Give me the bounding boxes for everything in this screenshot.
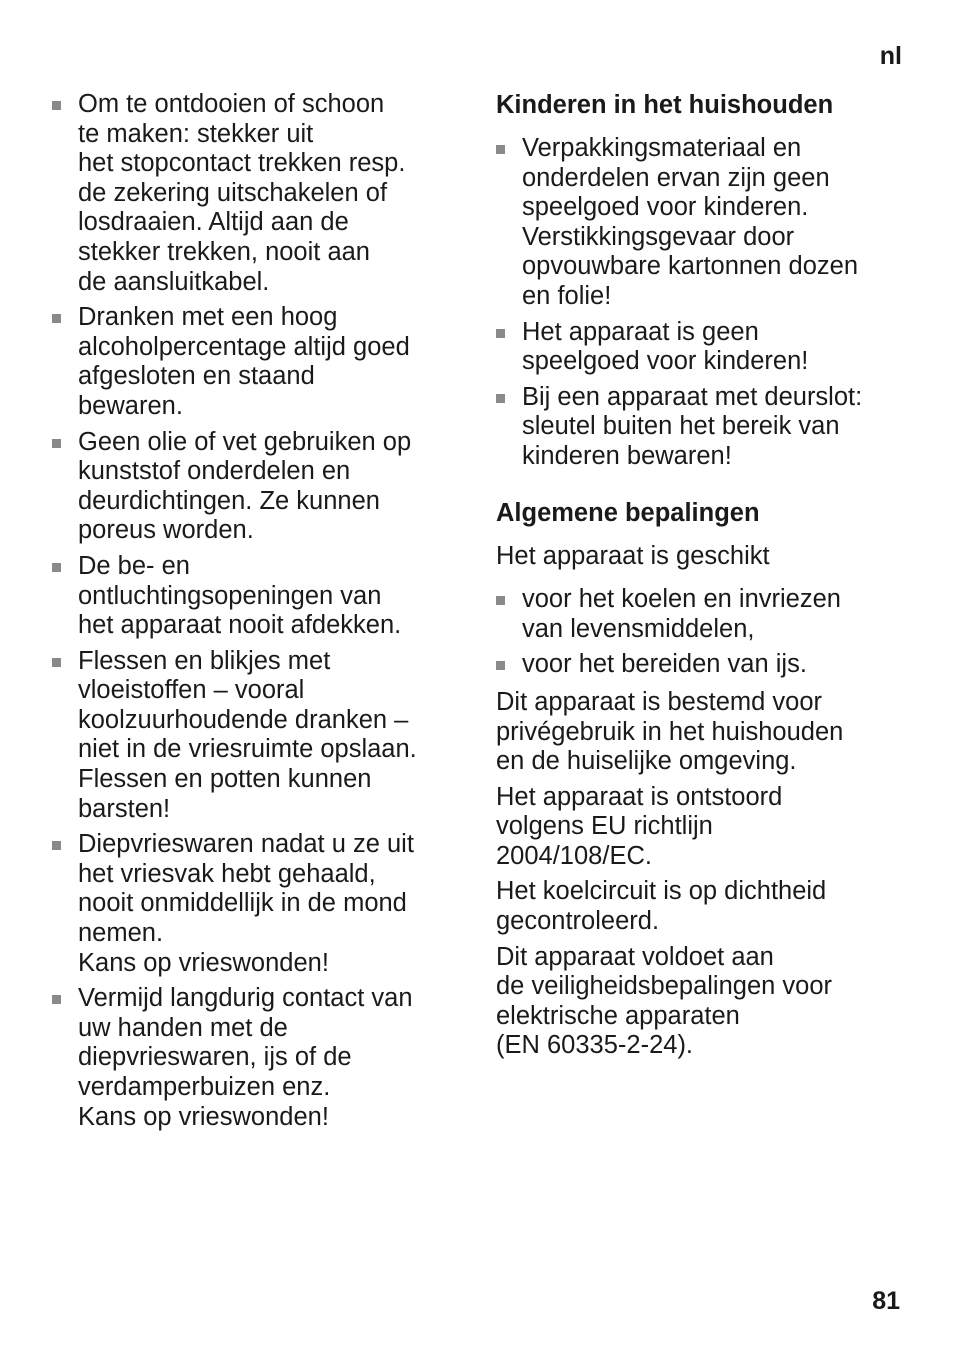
children-heading: Kinderen in het huishouden xyxy=(496,91,834,119)
right-column xyxy=(496,90,906,1067)
square-bullet-icon xyxy=(496,394,505,403)
list-item xyxy=(496,650,906,680)
square-bullet-icon xyxy=(52,563,61,572)
square-bullet-icon xyxy=(52,995,61,1004)
left-column xyxy=(52,90,457,1138)
list-item-text: Verpakkingsmateriaal en onderdelen ervan zijn geen speelgoed voor kinderen. Verstikkingsgevaar door opvouwbare kartonnen dozen en folie! xyxy=(522,134,858,310)
list-item-text: De be- en ontluchtingsopeningen van het apparaat nooit afdekken. xyxy=(78,551,402,640)
language-code: nl xyxy=(879,42,902,70)
square-bullet-icon xyxy=(52,841,61,850)
list-item-text: Om te ontdooien of schoon te maken: stekker uit het stopcontact trekken resp. de zekering uitschakelen of losdraaien. Altijd aan de stekker trekken, nooit aan de aansluitkabel. xyxy=(78,90,406,296)
page-number: 81 xyxy=(872,1287,900,1315)
list-item xyxy=(52,552,457,641)
list-item-text: Het apparaat is geen speelgoed voor kinderen! xyxy=(522,317,809,376)
list-item xyxy=(52,90,457,297)
list-item xyxy=(52,303,457,421)
list-item xyxy=(496,134,906,312)
list-item xyxy=(52,428,457,546)
square-bullet-icon xyxy=(52,439,61,448)
paragraph: Het apparaat is ontstoord volgens EU richtlijn 2004/108/EC. xyxy=(496,782,783,870)
list-item-text: Bij een apparaat met deurslot: sleutel buiten het bereik van kinderen bewaren! xyxy=(522,382,863,470)
list-item-text: voor het bereiden van ijs. xyxy=(522,650,807,679)
square-bullet-icon xyxy=(496,596,505,605)
list-item xyxy=(496,585,906,644)
list-item xyxy=(496,318,906,377)
list-item-text: Geen olie of vet gebruiken op kunststof onderdelen en deurdichtingen. Ze kunnen poreus worden. xyxy=(78,427,412,545)
list-item-text: Diepvrieswaren nadat u ze uit het vriesvak hebt gehaald, nooit onmiddellijk in de mond nemen. Kans op vrieswonden! xyxy=(78,830,414,977)
square-bullet-icon xyxy=(496,145,505,154)
list-item-text: Dranken met een hoog alcoholpercentage altijd goed afgesloten en staand bewaren. xyxy=(78,303,410,420)
general-heading: Algemene bepalingen xyxy=(496,498,760,527)
square-bullet-icon xyxy=(496,661,505,670)
list-item xyxy=(52,830,457,978)
paragraph: Dit apparaat voldoet aan de veiligheidsbepalingen voor elektrische apparaten (EN 60335-2-24). xyxy=(496,942,832,1060)
paragraph: Het koelcircuit is op dichtheid gecontroleerd. xyxy=(496,877,827,936)
children-list xyxy=(496,134,906,472)
square-bullet-icon xyxy=(496,329,505,338)
general-intro: Het apparaat is geschikt xyxy=(496,541,770,570)
list-item xyxy=(52,647,457,825)
square-bullet-icon xyxy=(52,101,61,110)
safety-list xyxy=(52,90,457,1132)
general-list xyxy=(496,585,906,680)
paragraph: Dit apparaat is bestemd voor privégebruik in het huishouden en de huiselijke omgeving. xyxy=(496,687,844,776)
list-item-text: Vermijd langdurig contact van uw handen met de diepvrieswaren, ijs of de verdamperbuizen enz. Kans op vrieswonden! xyxy=(78,984,413,1131)
square-bullet-icon xyxy=(52,658,61,667)
list-item xyxy=(52,984,457,1132)
list-item-text: Flessen en blikjes met vloeistoffen – vooral koolzuurhoudende dranken – niet in de vriesruimte opslaan. Flessen en potten kunnen barsten! xyxy=(78,646,417,823)
list-item-text: voor het koelen en invriezen van levensmiddelen, xyxy=(522,585,841,643)
list-item xyxy=(496,383,906,472)
square-bullet-icon xyxy=(52,314,61,323)
